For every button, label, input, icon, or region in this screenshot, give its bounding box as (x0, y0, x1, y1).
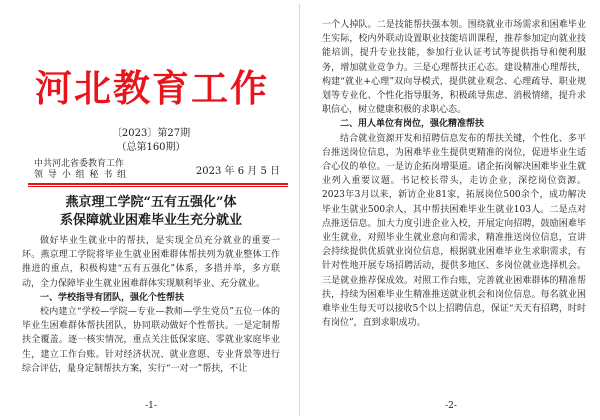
article-headline-line-2: 系保障就业困难毕业生充分就业 (59, 213, 242, 228)
masthead-title: 河北教育工作 (35, 66, 269, 110)
section-heading: 一、学校指导有团队，强化个性帮扶 (40, 292, 185, 303)
body-paragraph: 校内建立“学校—学院—专业—教师—学生党员”五位一体的毕业生困难群体帮扶团队，协同联动做好个性帮扶。一是定制帮扶全覆盖。逐一核实情况，重点关注低保家庭、零就业家庭毕业生，建立工作台账。针对经济状况、就业意愿、专业背景等进行综合评估，量身定制帮扶方案，实行“一对一”帮扶，不让 (22, 307, 280, 374)
publish-date: 2023 年 6 月 5 日 (195, 166, 280, 177)
page-left (8, 6, 294, 414)
article-body-left (22, 234, 280, 406)
page-number-left: -1- (145, 401, 157, 411)
page-number-right: -2- (445, 401, 457, 411)
article-headline-line-1: 燕京理工学院“五有五强化”体 (65, 195, 237, 210)
section-heading: 二、用人单位有岗位，强化精准帮扶 (340, 119, 485, 130)
total-issue-number: （总第160期） (116, 142, 186, 153)
page-right (308, 6, 594, 414)
article-body-right (322, 18, 586, 398)
body-paragraph: 结合就业资源开发和招聘信息发布的帮扶关键，个性化、多平台推送岗位信息，为困难毕业生提供更精准的岗位，促进毕业生适合心仪的单位。一是访企拓岗增渠道。诸企拓岗解决困难毕业生就业列入重要议题。书记校长带头，走访企业，深挖岗位资源。2023年3月以来，新访企业81家，拓展岗位500余个，成功解决毕业生就业500余人，其中帮扶困难毕业生就业103人。二是点对点推送信息。加大力度引进企业入校，开展定向招聘，鼓励困难毕业生就业，对照毕业生就业意向和需求，精准推送岗位信息，宣讲会持续提供优质就业岗位信息，根据就业困难毕业生求职需求，有针对性地开展专场招聘活动，提供多地区、多岗位就业选择机会。三是就业推荐保成效。对照工作台账，完善就业困难群体的精准帮扶，持续为困难毕业生精准推送就业机会和岗位信息。每名就业困难毕业生每天可以接收5个以上招聘信息，保证“天天有招聘，时时有岗位”，直到求职成功。 (322, 133, 586, 329)
page-gutter (299, 4, 300, 416)
masthead-divider-thick (28, 183, 288, 185)
publisher-line-1: 中共河北省委教育工作 (34, 159, 125, 169)
masthead-divider-thin (28, 186, 288, 187)
body-paragraph: 做好毕业生就业中的帮扶，是实现全员充分就业的重要一环。燕京理工学院将毕业生就业困难群体帮扶列为就业整体工作推进的重点，积极构建“五有五强化”体系，多措并举，多方联动，全力保障毕业生就业困难群体实现顺利毕业、充分就业。 (22, 236, 280, 289)
publisher-line-2: 领 导 小 组 秘 书 组 (34, 170, 128, 180)
issue-number: 〔2023〕第27期 (111, 128, 191, 139)
body-paragraph-continued: 一个人掉队。二是技能帮扶强本领。围绕就业市场需求和困难毕业生实际，校内外联动设置职业技能培训课程，推荐参加定向就业技能培训，提升专业技能，参加行业认证考试等提供指导和便利服务，增加就业竞争力。三是心理帮扶正心态。建设精准心理帮扶，构建“就业+心理”双向导模式，提供就业观念、心理疏导、职业规划等专业化、个性化指导服务，积极疏导焦虑、消极情绪，提升求职信心，树立健康积极的求职心态。 (322, 20, 586, 116)
